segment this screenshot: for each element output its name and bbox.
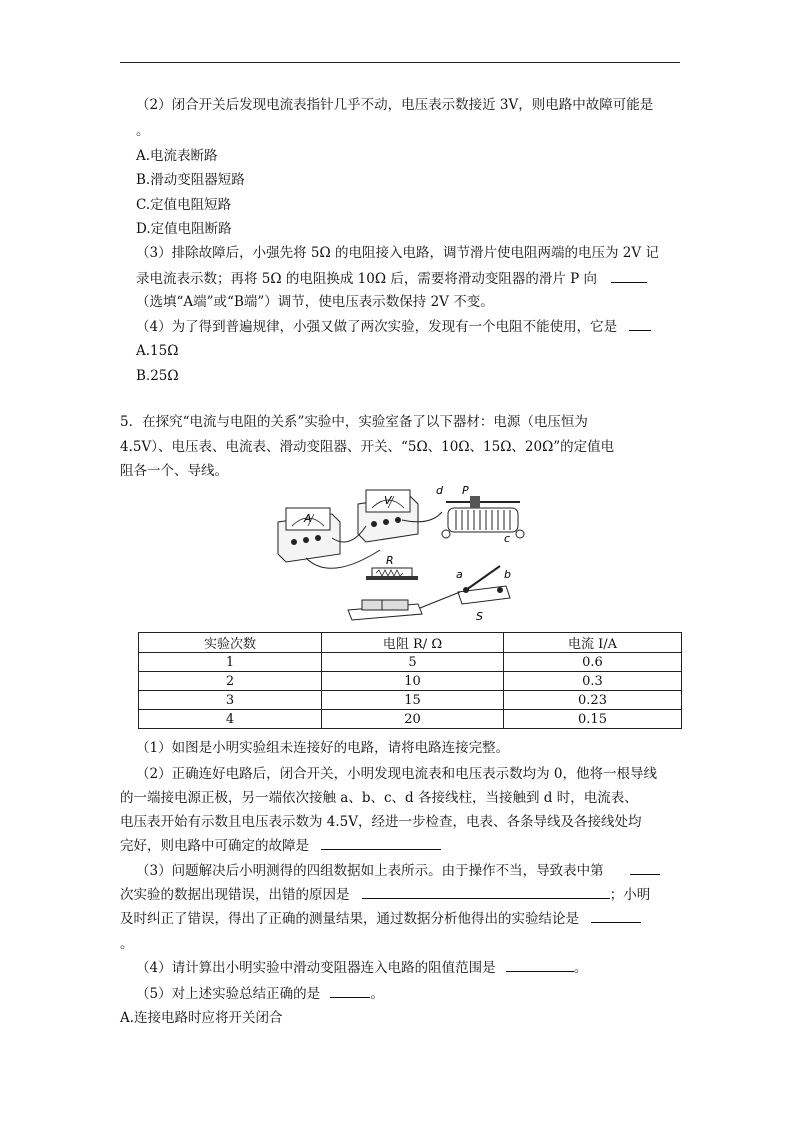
q5-p3-line2-text: 次实验的数据出现错误，出错的原因是 (120, 887, 350, 903)
table-cell: 5 (322, 653, 504, 672)
table-cell: 20 (322, 710, 504, 729)
terminal-a-label: a (456, 568, 463, 581)
q5-p5-end: 。 (370, 986, 384, 1002)
switch-s-label: S (476, 610, 483, 623)
answer-blank (591, 910, 641, 923)
table-cell: 2 (139, 672, 322, 691)
battery-icon (348, 600, 422, 620)
q5-p5-text: （5）对上述实验总结正确的是 (136, 986, 321, 1002)
data-table (138, 632, 682, 729)
q5-p2-line2: 的一端接电源正极，另一端依次接触 a、b、c、d 各接线柱，当接触到 d 时，电流表、 (120, 790, 638, 806)
terminal-b-label: b (504, 568, 511, 581)
terminal-d-label: d (436, 484, 443, 497)
table-header-cell: 电流 I/A (504, 633, 682, 653)
table-cell: 10 (322, 672, 504, 691)
q5-p3-line3 (120, 910, 641, 928)
q4-p4-text: （4）为了得到普遍规律，小强又做了两次实验，发现有一个电阻不能使用，它是 (136, 319, 618, 335)
q4-p2-line1: （2）闭合开关后发现电流表指针几乎不动，电压表示数接近 3V，则电路中故障可能是 (136, 97, 654, 113)
q5-p2-line3: 电压表开始有示数且电压表示数为 4.5V，经进一步检查，电表、各条导线及各接线处均 (120, 814, 642, 830)
q5-p1: （1）如图是小明实验组未连接好的电路，请将电路连接完整。 (136, 740, 510, 756)
q5-intro-line3: 阻各一个、导线。 (120, 463, 228, 479)
circuit-figure (270, 482, 530, 630)
table-cell: 0.23 (504, 691, 682, 710)
q4-p3-line3: （选填“A端”或“B端”）调节，使电压表示数保持 2V 不变。 (136, 294, 494, 310)
answer-blank (630, 862, 660, 875)
q5-p5-option-a: A.连接电路时应将开关闭合 (120, 1010, 283, 1026)
q5-p3-line1 (136, 862, 660, 880)
voltmeter-label: V (384, 494, 392, 507)
q5-p4-end: 。 (573, 960, 588, 976)
q5-p3-line3-text: 及时纠正了错误，得出了正确的测量结果，通过数据分析他得出的实验结论是 (120, 911, 579, 927)
q4-p3-line2 (136, 270, 647, 288)
table-row (139, 710, 682, 729)
ammeter-label: A (304, 512, 312, 525)
table-row (139, 653, 682, 672)
q5-p2-line4 (120, 837, 441, 855)
answer-blank (629, 318, 651, 331)
q4-p4-option-a: A.15Ω (136, 343, 179, 359)
table-cell: 1 (139, 653, 322, 672)
answer-blank (330, 985, 370, 998)
q4-p2-option-b: B.滑动变阻器短路 (136, 172, 245, 188)
q4-p2-line1-end: 。 (136, 123, 150, 139)
resistor-icon (366, 568, 418, 580)
answer-blank (321, 837, 441, 850)
q5-p5 (136, 985, 384, 1003)
q4-p3-line1: （3）排除故障后，小强先将 5Ω 的电阻接入电路，调节滑片使电阻两端的电压为 2V 记 (136, 245, 659, 261)
table-cell: 3 (139, 691, 322, 710)
table-cell: 0.3 (504, 672, 682, 691)
resistor-r-label: R (386, 554, 394, 567)
answer-blank (362, 886, 610, 899)
header-rule (120, 62, 680, 63)
answer-blank (506, 959, 574, 972)
rheostat-icon (442, 496, 524, 538)
table-cell: 0.15 (504, 710, 682, 729)
q5-intro-line2: 4.5V）、电压表、电流表、滑动变阻器、开关、“5Ω、10Ω、15Ω、20Ω”的定值电 (120, 439, 615, 455)
q5-p3-line2 (120, 886, 650, 904)
q5-p2-line1: （2）正确连好电路后，闭合开关，小明发现电流表和电压表示数均为 0，他将一根导线 (136, 766, 657, 782)
switch-icon (458, 566, 510, 604)
q5-p3-line1-text: （3）问题解决后小明测得的四组数据如上表所示。由于操作不当，导致表中第 (136, 863, 604, 879)
q5-p2-line4-text: 完好，则电路中可确定的故障是 (120, 838, 309, 854)
q5-p3-line4: 。 (120, 936, 134, 952)
table-header-cell: 电阻 R/ Ω (322, 633, 504, 653)
table-row (139, 691, 682, 710)
q4-p3-line2-text: 录电流表示数；再将 5Ω 的电阻换成 10Ω 后，需要将滑动变阻器的滑片 P 向 (136, 271, 597, 287)
q5-p3-line2-end: ；小明 (609, 887, 651, 903)
q4-p2-option-d: D.定值电阻断路 (136, 221, 232, 237)
q4-p4-line1 (136, 318, 651, 336)
table-row (139, 672, 682, 691)
table-cell: 15 (322, 691, 504, 710)
q5-intro-line1: 5．在探究“电流与电阻的关系”实验中，实验室备了以下器材：电源（电压恒为 (120, 414, 588, 430)
table-header-cell: 实验次数 (139, 633, 322, 653)
q5-p4 (136, 959, 587, 977)
q4-p4-option-b: B.25Ω (136, 368, 179, 384)
slider-p-label: P (462, 484, 469, 497)
answer-blank (611, 270, 647, 283)
q4-p2-option-c: C.定值电阻短路 (136, 197, 232, 213)
table-header-row (139, 633, 682, 653)
table-cell: 0.6 (504, 653, 682, 672)
q4-p2-option-a: A.电流表断路 (136, 148, 218, 164)
table-cell: 4 (139, 710, 322, 729)
q5-p4-text: （4）请计算出小明实验中滑动变阻器连入电路的阻值范围是 (136, 960, 496, 976)
terminal-c-label: c (504, 532, 511, 545)
